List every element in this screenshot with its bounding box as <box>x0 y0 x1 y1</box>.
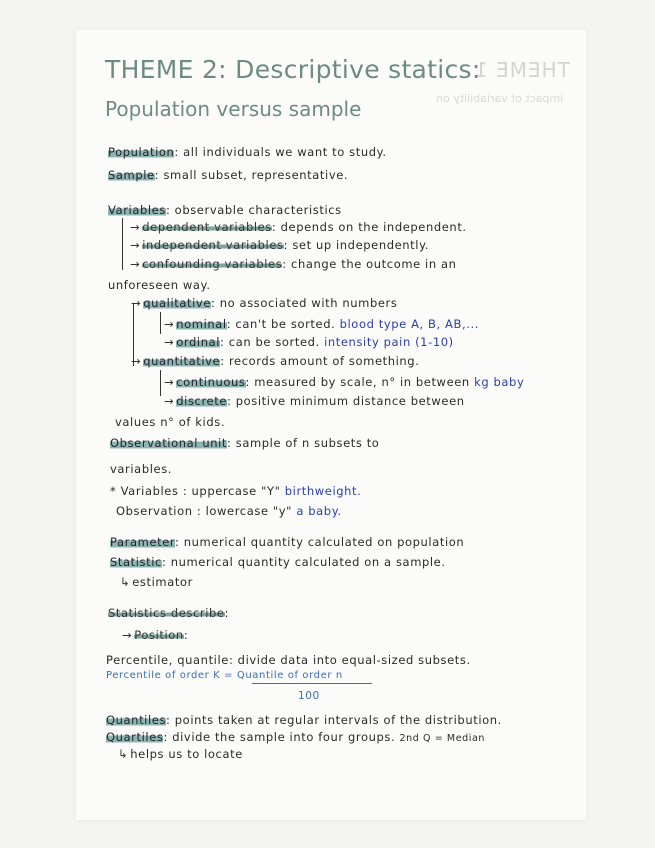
arrow-icon: ↳ <box>118 747 129 761</box>
var-upper-example: birthweight. <box>284 484 362 498</box>
var-upper-label: * Variables : uppercase "Y" <box>110 484 281 498</box>
arrow-icon: → <box>131 354 142 368</box>
bleed-through-mark-2: impact of variability on <box>435 92 563 105</box>
var-upper-line <box>110 484 361 498</box>
qualitative-def: : no associated with numbers <box>211 296 398 310</box>
arrow-icon: → <box>130 220 141 234</box>
population-line <box>108 145 387 159</box>
quantitative-sub-bracket <box>160 370 161 396</box>
nominal-def: : can't be sorted. <box>226 317 336 331</box>
page-title: THEME 2: Descriptive statics: <box>105 55 481 84</box>
arrow-icon: → <box>164 317 175 331</box>
confounding-term: confounding variables <box>142 257 283 271</box>
dependent-line <box>130 220 467 234</box>
nominal-line <box>164 317 479 331</box>
population-term: Population <box>108 145 175 159</box>
page-subtitle: Population versus sample <box>105 97 362 121</box>
variables-line <box>108 203 342 217</box>
qualitative-sub-bracket <box>160 312 161 334</box>
quantiles-def: : points taken at regular intervals of the distribution. <box>166 713 502 727</box>
values-kids-line: values n° of kids. <box>115 415 226 429</box>
qualitative-line <box>131 296 397 310</box>
parameter-term: Parameter <box>110 535 176 549</box>
variables-def: : observable characteristics <box>165 203 342 217</box>
parameter-line <box>110 535 464 549</box>
obs-lower-example: a baby. <box>296 504 342 518</box>
quartiles-line <box>106 730 485 744</box>
independent-def: : set up independently. <box>283 238 430 252</box>
statistic-term: Statistic <box>110 555 162 569</box>
estimator-line <box>120 575 193 589</box>
fraction-bar <box>252 683 372 684</box>
ordinal-line <box>164 335 454 349</box>
obs-lower-line <box>116 504 342 518</box>
statistics-describe-line: Statistics describe: <box>108 606 230 620</box>
arrow-icon: → <box>122 628 133 642</box>
independent-term: independent variables <box>142 238 284 252</box>
statistics-describe-term: Statistics describe <box>108 606 225 620</box>
unforeseen-line: unforeseen way. <box>108 278 211 292</box>
continuous-example: kg baby <box>474 375 525 389</box>
bleed-through-mark: THEME 1 <box>474 58 570 82</box>
position-line: → Position: <box>122 628 189 642</box>
arrow-icon: → <box>164 394 175 408</box>
variables-bracket <box>122 218 123 270</box>
discrete-line <box>164 394 465 408</box>
arrow-icon: → <box>130 257 141 271</box>
percentile-line: Percentile, quantile: divide data into equal-sized subsets. <box>106 653 471 667</box>
statistic-line <box>110 555 446 569</box>
sample-term: Sample <box>108 168 155 182</box>
arrow-icon: → <box>130 238 141 252</box>
percentile-order-label: Percentile of order K = <box>106 670 234 681</box>
quantitative-def: : records amount of something. <box>220 354 420 368</box>
independent-line <box>130 238 429 252</box>
helps-locate-text: helps us to locate <box>130 747 243 761</box>
sample-def: : small subset, representative. <box>154 168 349 182</box>
arrow-icon: → <box>131 296 142 310</box>
quantitative-line <box>131 354 419 368</box>
quartiles-def: : divide the sample into four groups. <box>163 730 396 744</box>
arrow-icon: → <box>164 375 175 389</box>
population-def: : all individuals we want to study. <box>174 145 387 159</box>
ordinal-def: : can be sorted. <box>220 335 320 349</box>
ordinal-term: ordinal <box>176 335 221 349</box>
quantiles-term: Quantiles <box>106 713 167 727</box>
quantiles-line <box>106 713 502 727</box>
obs-lower-label: Observation : lowercase "y" <box>116 504 293 518</box>
quantitative-term: quantitative <box>143 354 221 368</box>
continuous-term: continuous <box>176 375 246 389</box>
estimator-text: estimator <box>132 575 193 589</box>
nominal-example: blood type A, B, AB,... <box>339 317 480 331</box>
continuous-line <box>164 375 524 389</box>
obs-unit-term: Observational unit <box>110 436 228 450</box>
quantile-order-text: Quantile of order n <box>236 670 343 681</box>
percentile-order-line <box>106 670 343 681</box>
arrow-icon: ↳ <box>120 575 131 589</box>
hundred-text: 100 <box>298 690 320 702</box>
parameter-def: : numerical quantity calculated on population <box>175 535 465 549</box>
variables-term: Variables <box>108 203 166 217</box>
obs-unit-line <box>110 436 379 450</box>
dependent-def: : depends on the independent. <box>271 220 467 234</box>
sample-line <box>108 168 348 182</box>
ordinal-example: intensity pain (1-10) <box>324 335 454 349</box>
confounding-line <box>130 257 457 271</box>
position-term: Position <box>134 628 184 642</box>
continuous-def: : measured by scale, n° in between <box>245 375 470 389</box>
obs-unit-def: : sample of n subsets to <box>227 436 380 450</box>
quartiles-note: 2nd Q = Median <box>399 733 486 744</box>
discrete-def: : positive minimum distance between <box>227 394 465 408</box>
helps-locate-line <box>118 747 243 761</box>
qualitative-term: qualitative <box>143 296 212 310</box>
variables-word-line: variables. <box>110 462 173 476</box>
dependent-term: dependent variables <box>142 220 272 234</box>
nominal-term: nominal <box>176 317 227 331</box>
confounding-def: : change the outcome in an <box>282 257 457 271</box>
arrow-icon: → <box>164 335 175 349</box>
statistic-def: : numerical quantity calculated on a sample. <box>161 555 446 569</box>
discrete-term: discrete <box>176 394 227 408</box>
quartiles-term: Quartiles <box>106 730 164 744</box>
